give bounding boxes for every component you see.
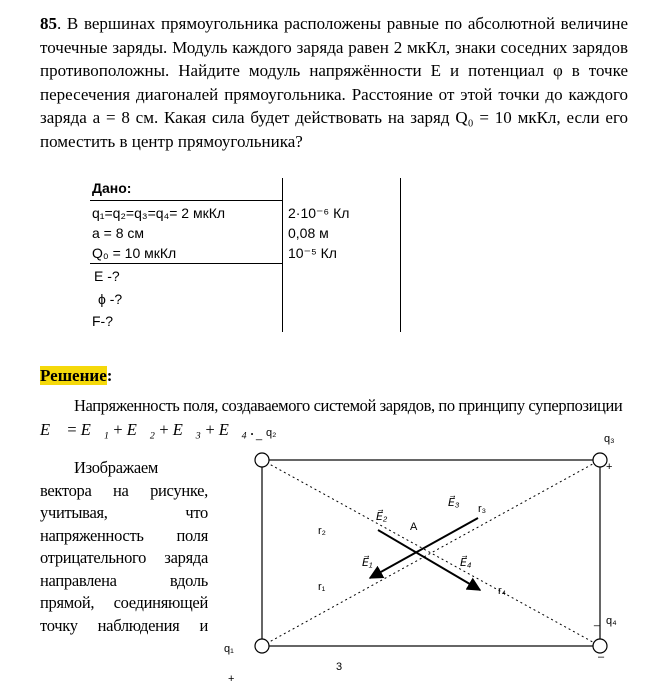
text-line [40, 502, 208, 525]
label-q1: q₁ [224, 643, 234, 655]
solution-left-column [40, 457, 208, 637]
solution-intro: Напряженность поля, создаваемого системой зарядов, по принципу суперпозиции [74, 396, 623, 415]
sign-q2: _ [256, 429, 263, 441]
given-row: q₁=q₂=q₃=q₄= 2 мкКл [92, 205, 226, 221]
charge-q2 [255, 453, 269, 467]
label-e1: E⃗₁ [362, 557, 373, 569]
diagonal [262, 460, 600, 646]
label-e2: E⃗₂ [376, 511, 388, 523]
word: наблюдения [97, 615, 180, 635]
problem-statement [40, 12, 628, 153]
given-row: Q₀ = 10 мкКл [92, 245, 177, 261]
sign-bottom-right: – [598, 651, 605, 663]
table-divider [400, 178, 401, 332]
word: напряженность [40, 525, 144, 545]
word: точку [40, 615, 78, 635]
word: на [113, 480, 129, 500]
text-line [40, 570, 208, 593]
given-table [90, 178, 402, 332]
word: соединяющей [113, 593, 208, 612]
word: поля [176, 525, 208, 545]
word: отрицательного [40, 548, 147, 567]
charges-rectangle-figure [220, 420, 640, 688]
text-line [40, 592, 208, 615]
solution-title: Решение: [40, 366, 113, 385]
text-line [40, 525, 208, 548]
word: вектора [40, 480, 92, 500]
word: рисунке, [150, 480, 208, 500]
vector-e1 [370, 518, 478, 578]
problem-number: 85 [40, 14, 57, 33]
label-q3: q₃ [604, 433, 615, 445]
word: Изображаем [74, 458, 159, 477]
si-value: 10⁻⁵ Кл [288, 245, 337, 261]
table-divider [282, 178, 283, 332]
find-item: E -? [94, 268, 120, 284]
label-r1: r₁ [318, 581, 326, 593]
charge-q1 [255, 639, 269, 653]
label-q2: q₂ [266, 427, 277, 439]
text-line [40, 480, 208, 503]
find-item: F-? [92, 313, 113, 329]
sign-q3: + [606, 461, 613, 473]
word: прямой, [40, 593, 95, 612]
text-line [40, 615, 208, 638]
superposition-formula: E⃗ = E⃗₁ + E⃗₂ + E⃗₃ + E⃗₄ . [40, 420, 255, 439]
bottom-number: 3 [336, 661, 343, 673]
label-point-a: A [410, 521, 418, 533]
si-value: 0,08 м [288, 225, 329, 241]
si-value: 2·10⁻⁶ Кл [288, 205, 350, 221]
given-row: a = 8 см [92, 225, 145, 241]
word: и [199, 615, 208, 635]
sign-q4: _ [594, 615, 601, 627]
label-q4: q₄ [606, 615, 617, 627]
charge-q3 [593, 453, 607, 467]
word: направлена [40, 570, 117, 590]
text-line [40, 547, 208, 570]
label-r2: r₂ [318, 525, 326, 537]
diagonal [262, 460, 600, 646]
word: вдоль [169, 570, 208, 590]
word: учитывая, [40, 503, 108, 522]
label-r4: r₄ [498, 585, 507, 597]
given-title: Дано: [92, 180, 132, 196]
word: что [185, 503, 208, 522]
rectangle [262, 460, 600, 646]
text-line [40, 457, 208, 480]
label-r3: r₃ [478, 503, 487, 515]
problem-text: . В вершинах прямоугольника расположены равные по абсолютной величине точечные заряды. Модуль каждого заряда равен 2 мкКл, знаки соседних зарядов противоположны. Найдите модуль напряжённости Е и потенциал φ в точке пересечения диагоналей прямоугольника. Расстояние от этой точки до каждого заряда а = 8 см. Какая сила будет действовать на заряд Q₀ = 10 мкКл, если его поместить в центр прямоугольника? [40, 14, 628, 151]
word: заряда [164, 548, 208, 567]
label-e4: E⃗₄ [460, 557, 472, 569]
label-e3: E⃗₃ [448, 497, 460, 509]
table-divider [90, 200, 282, 201]
find-item: ϕ -? [98, 291, 123, 307]
sign-q1: + [228, 673, 235, 685]
table-divider [90, 263, 282, 264]
